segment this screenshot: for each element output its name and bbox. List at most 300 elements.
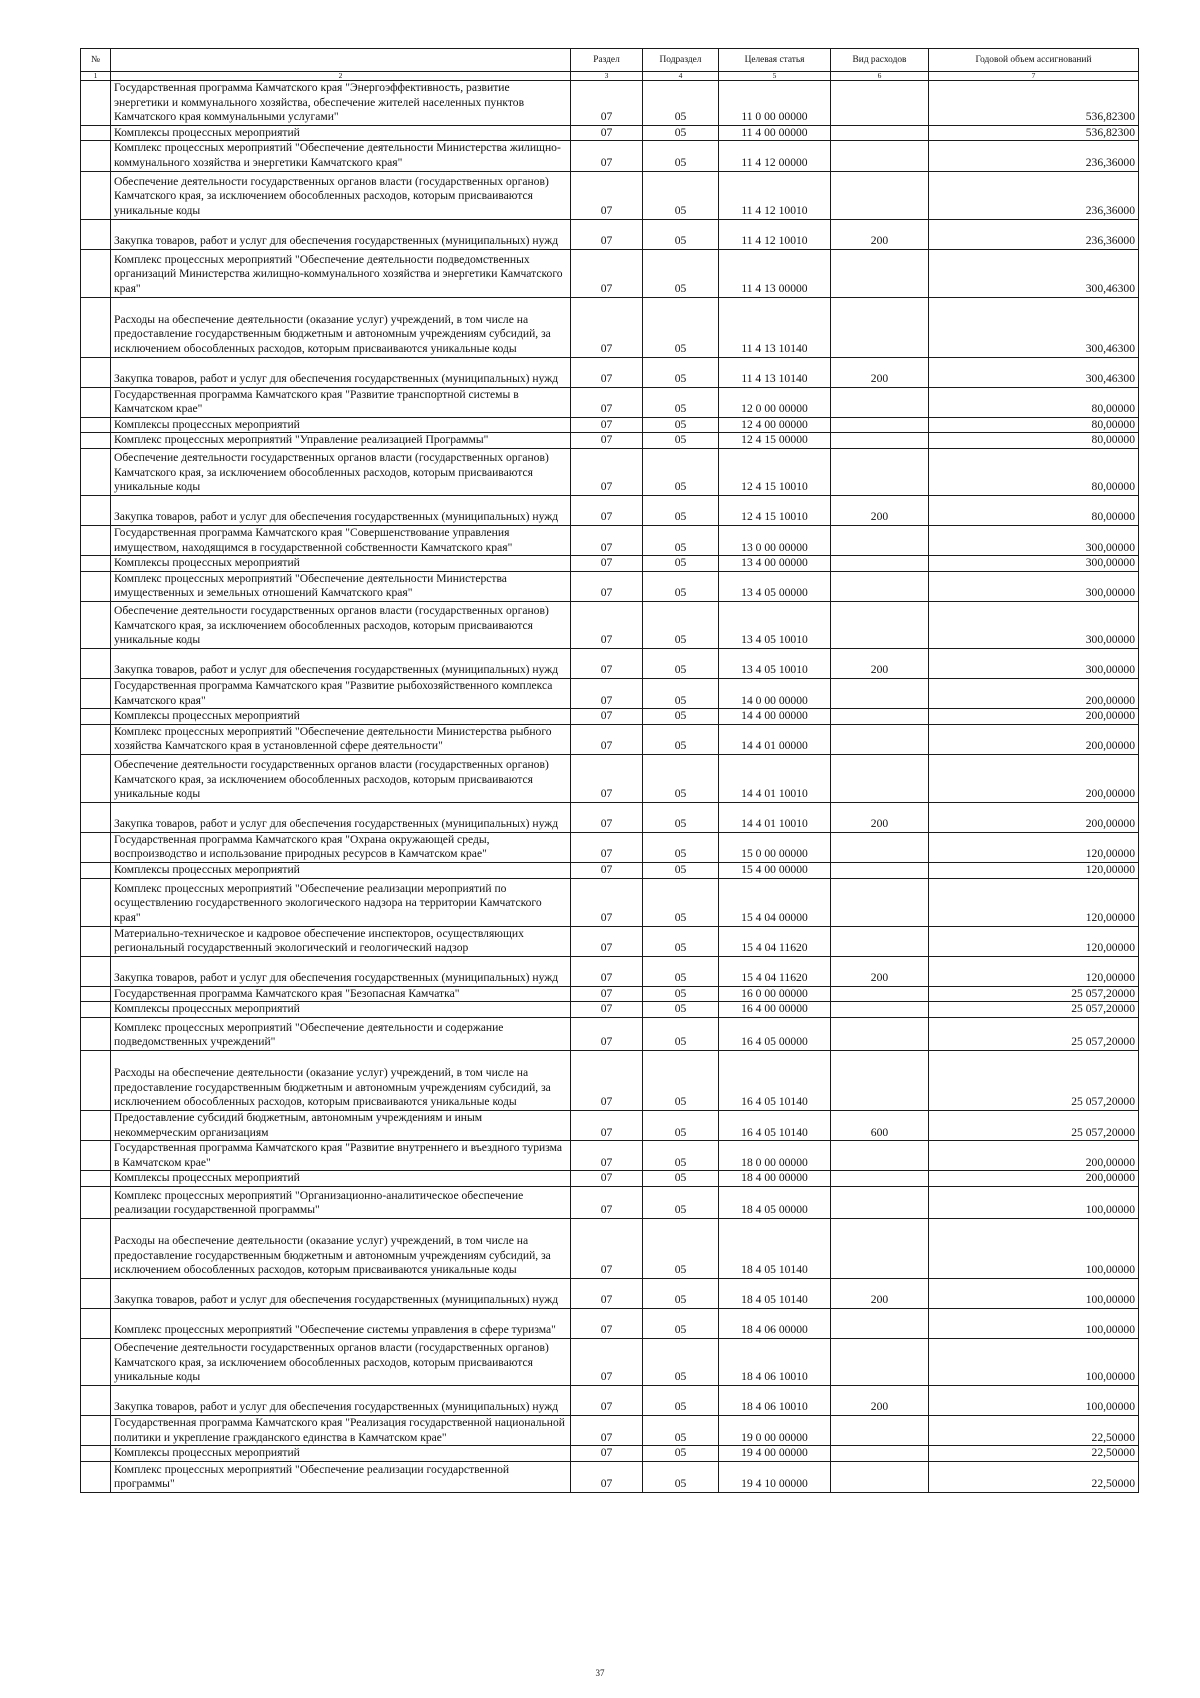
row-target-cell: 19 4 00 00000 bbox=[719, 1446, 831, 1462]
row-amount-cell: 25 057,20000 bbox=[929, 1018, 1139, 1051]
row-razdel-cell: 07 bbox=[571, 433, 643, 449]
row-amount-cell: 100,00000 bbox=[929, 1309, 1139, 1339]
table-row bbox=[81, 556, 1139, 572]
row-amount-cell: 200,00000 bbox=[929, 802, 1139, 832]
table-row bbox=[81, 297, 1139, 357]
row-name-cell: Закупка товаров, работ и услуг для обеспечения государственных (муниципальных) нужд bbox=[111, 956, 571, 986]
row-target-cell: 14 4 00 00000 bbox=[719, 709, 831, 725]
table-row bbox=[81, 495, 1139, 525]
row-target-cell: 11 4 00 00000 bbox=[719, 125, 831, 141]
row-amount-cell: 25 057,20000 bbox=[929, 1051, 1139, 1111]
row-name-cell: Государственная программа Камчатского края "Охрана окружающей среды, воспроизводство и использование природных ресурсов в Камчатском крае" bbox=[111, 832, 571, 862]
row-name-cell: Закупка товаров, работ и услуг для обеспечения государственных (муниципальных) нужд bbox=[111, 1386, 571, 1416]
row-number-cell bbox=[81, 1051, 111, 1111]
row-name-cell: Комплекс процессных мероприятий "Организационно-аналитическое обеспечение реализации государственной программы" bbox=[111, 1187, 571, 1219]
row-razdel-cell: 07 bbox=[571, 709, 643, 725]
row-target-cell: 16 4 05 10140 bbox=[719, 1111, 831, 1141]
row-number-cell bbox=[81, 754, 111, 802]
row-amount-cell: 300,46300 bbox=[929, 357, 1139, 387]
row-amount-cell: 120,00000 bbox=[929, 956, 1139, 986]
column-number: 7 bbox=[929, 72, 1139, 81]
row-razdel-cell: 07 bbox=[571, 1018, 643, 1051]
row-amount-cell: 300,00000 bbox=[929, 571, 1139, 601]
row-podrazdel-cell: 05 bbox=[643, 556, 719, 572]
row-razdel-cell: 07 bbox=[571, 525, 643, 555]
row-podrazdel-cell: 05 bbox=[643, 141, 719, 171]
row-target-cell: 18 0 00 00000 bbox=[719, 1141, 831, 1171]
col-header-amount: Годовой объем ассигнований bbox=[929, 49, 1139, 72]
row-number-cell bbox=[81, 525, 111, 555]
row-amount-cell: 80,00000 bbox=[929, 417, 1139, 433]
row-number-cell bbox=[81, 986, 111, 1002]
row-razdel-cell: 07 bbox=[571, 601, 643, 648]
row-podrazdel-cell: 05 bbox=[643, 387, 719, 417]
row-target-cell: 11 4 12 10010 bbox=[719, 171, 831, 219]
row-number-cell bbox=[81, 709, 111, 725]
row-name-cell: Расходы на обеспечение деятельности (оказание услуг) учреждений, в том числе на предоставление государственным бюджетным и автономным учреждениям субсидий, за исключением обособленных расходов, которым присваиваются уникальные коды bbox=[111, 297, 571, 357]
row-number-cell bbox=[81, 878, 111, 926]
row-target-cell: 15 4 04 11620 bbox=[719, 956, 831, 986]
col-header-target: Целевая статья bbox=[719, 49, 831, 72]
column-number: 5 bbox=[719, 72, 831, 81]
row-number-cell bbox=[81, 802, 111, 832]
row-expense-type-cell bbox=[831, 81, 929, 126]
table-row bbox=[81, 1339, 1139, 1386]
row-expense-type-cell bbox=[831, 525, 929, 555]
row-target-cell: 19 4 10 00000 bbox=[719, 1461, 831, 1492]
row-podrazdel-cell: 05 bbox=[643, 1386, 719, 1416]
table-row bbox=[81, 448, 1139, 495]
table-row bbox=[81, 357, 1139, 387]
row-podrazdel-cell: 05 bbox=[643, 1018, 719, 1051]
row-name-cell: Обеспечение деятельности государственных органов власти (государственных органов) Камчатского края, за исключением обособленных расходов, которым присваиваются уникальные коды bbox=[111, 448, 571, 495]
row-amount-cell: 22,50000 bbox=[929, 1416, 1139, 1446]
row-number-cell bbox=[81, 956, 111, 986]
row-razdel-cell: 07 bbox=[571, 219, 643, 249]
row-name-cell: Комплексы процессных мероприятий bbox=[111, 1002, 571, 1018]
row-name-cell: Государственная программа Камчатского края "Энергоэффективность, развитие энергетики и коммунального хозяйства, обеспечение жителей населенных пунктов Камчатского края коммунальными услугами" bbox=[111, 81, 571, 126]
row-razdel-cell: 07 bbox=[571, 926, 643, 956]
row-amount-cell: 22,50000 bbox=[929, 1461, 1139, 1492]
row-amount-cell: 236,36000 bbox=[929, 219, 1139, 249]
row-name-cell: Закупка товаров, работ и услуг для обеспечения государственных (муниципальных) нужд bbox=[111, 802, 571, 832]
row-name-cell: Государственная программа Камчатского края "Безопасная Камчатка" bbox=[111, 986, 571, 1002]
row-expense-type-cell bbox=[831, 709, 929, 725]
row-number-cell bbox=[81, 601, 111, 648]
row-razdel-cell: 07 bbox=[571, 1219, 643, 1279]
row-podrazdel-cell: 05 bbox=[643, 1339, 719, 1386]
row-name-cell: Комплексы процессных мероприятий bbox=[111, 709, 571, 725]
row-expense-type-cell bbox=[831, 1187, 929, 1219]
row-expense-type-cell bbox=[831, 1002, 929, 1018]
row-name-cell: Государственная программа Камчатского края "Совершенствование управления имуществом, находящимся в государственной собственности Камчатского края" bbox=[111, 525, 571, 555]
row-target-cell: 11 4 12 10010 bbox=[719, 219, 831, 249]
row-number-cell bbox=[81, 556, 111, 572]
row-amount-cell: 100,00000 bbox=[929, 1386, 1139, 1416]
row-name-cell: Комплекс процессных мероприятий "Обеспечение реализации государственной программы" bbox=[111, 1461, 571, 1492]
row-podrazdel-cell: 05 bbox=[643, 171, 719, 219]
table-row bbox=[81, 1446, 1139, 1462]
table-row bbox=[81, 802, 1139, 832]
row-name-cell: Комплекс процессных мероприятий "Обеспечение деятельности подведомственных организаций Министерства жилищно-коммунального хозяйства и энергетики Камчатского края" bbox=[111, 249, 571, 297]
row-podrazdel-cell: 05 bbox=[643, 219, 719, 249]
row-razdel-cell: 07 bbox=[571, 1187, 643, 1219]
row-target-cell: 16 0 00 00000 bbox=[719, 986, 831, 1002]
row-name-cell: Материально-техническое и кадровое обеспечение инспекторов, осуществляющих региональный государственный экологический и геологический надзор bbox=[111, 926, 571, 956]
row-name-cell: Расходы на обеспечение деятельности (оказание услуг) учреждений, в том числе на предоставление государственным бюджетным и автономным учреждениям субсидий, за исключением обособленных расходов, которым присваиваются уникальные коды bbox=[111, 1219, 571, 1279]
row-target-cell: 14 4 01 00000 bbox=[719, 724, 831, 754]
row-expense-type-cell bbox=[831, 433, 929, 449]
row-number-cell bbox=[81, 1187, 111, 1219]
table-row bbox=[81, 678, 1139, 708]
row-name-cell: Государственная программа Камчатского края "Развитие транспортной системы в Камчатском крае" bbox=[111, 387, 571, 417]
row-target-cell: 18 4 05 00000 bbox=[719, 1187, 831, 1219]
table-row bbox=[81, 986, 1139, 1002]
row-expense-type-cell bbox=[831, 601, 929, 648]
row-number-cell bbox=[81, 1309, 111, 1339]
row-razdel-cell: 07 bbox=[571, 141, 643, 171]
row-expense-type-cell bbox=[831, 1446, 929, 1462]
table-row bbox=[81, 171, 1139, 219]
row-expense-type-cell bbox=[831, 724, 929, 754]
row-razdel-cell: 07 bbox=[571, 1279, 643, 1309]
row-podrazdel-cell: 05 bbox=[643, 956, 719, 986]
row-razdel-cell: 07 bbox=[571, 297, 643, 357]
row-amount-cell: 200,00000 bbox=[929, 1141, 1139, 1171]
row-amount-cell: 100,00000 bbox=[929, 1279, 1139, 1309]
table-row bbox=[81, 709, 1139, 725]
row-target-cell: 18 4 05 10140 bbox=[719, 1219, 831, 1279]
row-razdel-cell: 07 bbox=[571, 956, 643, 986]
row-expense-type-cell bbox=[831, 448, 929, 495]
row-razdel-cell: 07 bbox=[571, 1002, 643, 1018]
row-number-cell bbox=[81, 678, 111, 708]
row-amount-cell: 100,00000 bbox=[929, 1187, 1139, 1219]
row-number-cell bbox=[81, 1171, 111, 1187]
row-expense-type-cell bbox=[831, 1141, 929, 1171]
row-target-cell: 12 4 15 10010 bbox=[719, 495, 831, 525]
row-razdel-cell: 07 bbox=[571, 863, 643, 879]
row-podrazdel-cell: 05 bbox=[643, 1171, 719, 1187]
row-podrazdel-cell: 05 bbox=[643, 1111, 719, 1141]
table-row bbox=[81, 125, 1139, 141]
row-number-cell bbox=[81, 1386, 111, 1416]
row-target-cell: 12 4 15 10010 bbox=[719, 448, 831, 495]
row-amount-cell: 200,00000 bbox=[929, 754, 1139, 802]
row-amount-cell: 300,00000 bbox=[929, 556, 1139, 572]
row-expense-type-cell bbox=[831, 297, 929, 357]
row-amount-cell: 25 057,20000 bbox=[929, 1002, 1139, 1018]
column-number: 2 bbox=[111, 72, 571, 81]
table-row bbox=[81, 1171, 1139, 1187]
column-number-row bbox=[81, 72, 1139, 81]
row-expense-type-cell bbox=[831, 1171, 929, 1187]
budget-table bbox=[80, 48, 1139, 1493]
row-expense-type-cell: 200 bbox=[831, 495, 929, 525]
row-name-cell: Комплексы процессных мероприятий bbox=[111, 125, 571, 141]
row-name-cell: Государственная программа Камчатского края "Реализация государственной национальной политики и укрепление гражданского единства в Камчатском крае" bbox=[111, 1416, 571, 1446]
row-amount-cell: 80,00000 bbox=[929, 433, 1139, 449]
row-razdel-cell: 07 bbox=[571, 495, 643, 525]
row-target-cell: 15 4 00 00000 bbox=[719, 863, 831, 879]
row-podrazdel-cell: 05 bbox=[643, 802, 719, 832]
table-row bbox=[81, 219, 1139, 249]
table-row bbox=[81, 754, 1139, 802]
row-number-cell bbox=[81, 1018, 111, 1051]
table-row bbox=[81, 81, 1139, 126]
row-target-cell: 13 0 00 00000 bbox=[719, 525, 831, 555]
table-row bbox=[81, 648, 1139, 678]
row-amount-cell: 200,00000 bbox=[929, 724, 1139, 754]
column-number: 6 bbox=[831, 72, 929, 81]
row-razdel-cell: 07 bbox=[571, 125, 643, 141]
table-row bbox=[81, 601, 1139, 648]
row-razdel-cell: 07 bbox=[571, 724, 643, 754]
row-target-cell: 12 0 00 00000 bbox=[719, 387, 831, 417]
row-podrazdel-cell: 05 bbox=[643, 926, 719, 956]
row-razdel-cell: 07 bbox=[571, 678, 643, 708]
row-number-cell bbox=[81, 1111, 111, 1141]
column-number: 1 bbox=[81, 72, 111, 81]
row-number-cell bbox=[81, 417, 111, 433]
row-name-cell: Комплексы процессных мероприятий bbox=[111, 863, 571, 879]
row-podrazdel-cell: 05 bbox=[643, 878, 719, 926]
row-amount-cell: 536,82300 bbox=[929, 81, 1139, 126]
table-row bbox=[81, 863, 1139, 879]
row-podrazdel-cell: 05 bbox=[643, 1051, 719, 1111]
row-target-cell: 14 4 01 10010 bbox=[719, 754, 831, 802]
table-row bbox=[81, 1309, 1139, 1339]
row-target-cell: 16 4 05 00000 bbox=[719, 1018, 831, 1051]
table-row bbox=[81, 724, 1139, 754]
row-razdel-cell: 07 bbox=[571, 832, 643, 862]
row-target-cell: 15 4 04 11620 bbox=[719, 926, 831, 956]
row-number-cell bbox=[81, 357, 111, 387]
row-target-cell: 13 4 05 10010 bbox=[719, 648, 831, 678]
row-amount-cell: 120,00000 bbox=[929, 863, 1139, 879]
row-name-cell: Комплекс процессных мероприятий "Обеспечение деятельности Министерства имущественных и земельных отношений Камчатского края" bbox=[111, 571, 571, 601]
row-podrazdel-cell: 05 bbox=[643, 832, 719, 862]
row-podrazdel-cell: 05 bbox=[643, 754, 719, 802]
row-razdel-cell: 07 bbox=[571, 387, 643, 417]
row-expense-type-cell bbox=[831, 571, 929, 601]
row-name-cell: Закупка товаров, работ и услуг для обеспечения государственных (муниципальных) нужд bbox=[111, 1279, 571, 1309]
row-podrazdel-cell: 05 bbox=[643, 1002, 719, 1018]
table-row bbox=[81, 1219, 1139, 1279]
row-expense-type-cell: 200 bbox=[831, 219, 929, 249]
row-expense-type-cell: 200 bbox=[831, 1279, 929, 1309]
row-expense-type-cell bbox=[831, 832, 929, 862]
row-amount-cell: 120,00000 bbox=[929, 926, 1139, 956]
row-target-cell: 12 4 00 00000 bbox=[719, 417, 831, 433]
row-name-cell: Расходы на обеспечение деятельности (оказание услуг) учреждений, в том числе на предоставление государственным бюджетным и автономным учреждениям субсидий, за исключением обособленных расходов, которым присваиваются уникальные коды bbox=[111, 1051, 571, 1111]
row-target-cell: 16 4 05 10140 bbox=[719, 1051, 831, 1111]
row-razdel-cell: 07 bbox=[571, 1416, 643, 1446]
row-podrazdel-cell: 05 bbox=[643, 1446, 719, 1462]
table-row bbox=[81, 1051, 1139, 1111]
row-podrazdel-cell: 05 bbox=[643, 357, 719, 387]
row-podrazdel-cell: 05 bbox=[643, 1461, 719, 1492]
row-expense-type-cell bbox=[831, 387, 929, 417]
col-header-number: № bbox=[81, 49, 111, 72]
row-target-cell: 11 4 13 10140 bbox=[719, 297, 831, 357]
row-expense-type-cell bbox=[831, 1018, 929, 1051]
row-name-cell: Обеспечение деятельности государственных органов власти (государственных органов) Камчатского края, за исключением обособленных расходов, которым присваиваются уникальные коды bbox=[111, 1339, 571, 1386]
row-podrazdel-cell: 05 bbox=[643, 709, 719, 725]
row-target-cell: 12 4 15 00000 bbox=[719, 433, 831, 449]
table-row bbox=[81, 1386, 1139, 1416]
row-razdel-cell: 07 bbox=[571, 802, 643, 832]
row-amount-cell: 300,00000 bbox=[929, 601, 1139, 648]
row-number-cell bbox=[81, 926, 111, 956]
row-amount-cell: 236,36000 bbox=[929, 171, 1139, 219]
row-number-cell bbox=[81, 1279, 111, 1309]
row-podrazdel-cell: 05 bbox=[643, 525, 719, 555]
row-podrazdel-cell: 05 bbox=[643, 417, 719, 433]
row-podrazdel-cell: 05 bbox=[643, 448, 719, 495]
row-podrazdel-cell: 05 bbox=[643, 863, 719, 879]
row-expense-type-cell bbox=[831, 878, 929, 926]
table-row bbox=[81, 878, 1139, 926]
row-expense-type-cell: 200 bbox=[831, 648, 929, 678]
row-name-cell: Закупка товаров, работ и услуг для обеспечения государственных (муниципальных) нужд bbox=[111, 357, 571, 387]
row-razdel-cell: 07 bbox=[571, 357, 643, 387]
row-number-cell bbox=[81, 1339, 111, 1386]
row-number-cell bbox=[81, 863, 111, 879]
row-expense-type-cell bbox=[831, 556, 929, 572]
row-expense-type-cell bbox=[831, 1339, 929, 1386]
budget-document bbox=[80, 48, 1138, 1493]
row-expense-type-cell bbox=[831, 678, 929, 708]
row-target-cell: 11 0 00 00000 bbox=[719, 81, 831, 126]
row-number-cell bbox=[81, 81, 111, 126]
table-body bbox=[81, 81, 1139, 1493]
row-target-cell: 11 4 12 00000 bbox=[719, 141, 831, 171]
table-row bbox=[81, 433, 1139, 449]
row-name-cell: Закупка товаров, работ и услуг для обеспечения государственных (муниципальных) нужд bbox=[111, 219, 571, 249]
row-razdel-cell: 07 bbox=[571, 1171, 643, 1187]
row-amount-cell: 200,00000 bbox=[929, 709, 1139, 725]
row-name-cell: Комплекс процессных мероприятий "Обеспечение системы управления в сфере туризма" bbox=[111, 1309, 571, 1339]
row-amount-cell: 300,46300 bbox=[929, 249, 1139, 297]
row-expense-type-cell bbox=[831, 249, 929, 297]
row-expense-type-cell bbox=[831, 1309, 929, 1339]
row-expense-type-cell: 200 bbox=[831, 956, 929, 986]
header-row bbox=[81, 49, 1139, 72]
row-number-cell bbox=[81, 448, 111, 495]
table-row bbox=[81, 1018, 1139, 1051]
row-number-cell bbox=[81, 1002, 111, 1018]
row-target-cell: 15 0 00 00000 bbox=[719, 832, 831, 862]
row-razdel-cell: 07 bbox=[571, 556, 643, 572]
row-amount-cell: 80,00000 bbox=[929, 448, 1139, 495]
row-podrazdel-cell: 05 bbox=[643, 678, 719, 708]
row-podrazdel-cell: 05 bbox=[643, 1279, 719, 1309]
row-number-cell bbox=[81, 1219, 111, 1279]
row-target-cell: 11 4 13 00000 bbox=[719, 249, 831, 297]
row-podrazdel-cell: 05 bbox=[643, 81, 719, 126]
row-podrazdel-cell: 05 bbox=[643, 1219, 719, 1279]
row-number-cell bbox=[81, 125, 111, 141]
row-amount-cell: 200,00000 bbox=[929, 678, 1139, 708]
row-amount-cell: 25 057,20000 bbox=[929, 1111, 1139, 1141]
row-name-cell: Государственная программа Камчатского края "Развитие рыбохозяйственного комплекса Камчатского края" bbox=[111, 678, 571, 708]
row-target-cell: 18 4 06 10010 bbox=[719, 1386, 831, 1416]
row-razdel-cell: 07 bbox=[571, 1111, 643, 1141]
row-name-cell: Закупка товаров, работ и услуг для обеспечения государственных (муниципальных) нужд bbox=[111, 648, 571, 678]
row-amount-cell: 100,00000 bbox=[929, 1219, 1139, 1279]
row-expense-type-cell: 200 bbox=[831, 357, 929, 387]
row-name-cell: Обеспечение деятельности государственных органов власти (государственных органов) Камчатского края, за исключением обособленных расходов, которым присваиваются уникальные коды bbox=[111, 601, 571, 648]
table-row bbox=[81, 141, 1139, 171]
row-amount-cell: 300,46300 bbox=[929, 297, 1139, 357]
table-row bbox=[81, 832, 1139, 862]
row-podrazdel-cell: 05 bbox=[643, 601, 719, 648]
table-row bbox=[81, 1461, 1139, 1492]
row-expense-type-cell: 200 bbox=[831, 1386, 929, 1416]
row-target-cell: 19 0 00 00000 bbox=[719, 1416, 831, 1446]
row-target-cell: 15 4 04 00000 bbox=[719, 878, 831, 926]
table-row bbox=[81, 571, 1139, 601]
row-expense-type-cell bbox=[831, 1219, 929, 1279]
row-name-cell: Обеспечение деятельности государственных органов власти (государственных органов) Камчатского края, за исключением обособленных расходов, которым присваиваются уникальные коды bbox=[111, 754, 571, 802]
page-number: 37 bbox=[595, 1668, 605, 1678]
row-amount-cell: 200,00000 bbox=[929, 1171, 1139, 1187]
row-name-cell: Комплекс процессных мероприятий "Обеспечение деятельности Министерства рыбного хозяйства Камчатского края в установленной сфере деятельности" bbox=[111, 724, 571, 754]
row-amount-cell: 22,50000 bbox=[929, 1446, 1139, 1462]
row-expense-type-cell bbox=[831, 125, 929, 141]
row-expense-type-cell bbox=[831, 417, 929, 433]
row-target-cell: 13 4 05 10010 bbox=[719, 601, 831, 648]
row-razdel-cell: 07 bbox=[571, 1339, 643, 1386]
row-razdel-cell: 07 bbox=[571, 249, 643, 297]
row-expense-type-cell bbox=[831, 141, 929, 171]
row-razdel-cell: 07 bbox=[571, 1386, 643, 1416]
row-number-cell bbox=[81, 648, 111, 678]
column-number: 3 bbox=[571, 72, 643, 81]
row-number-cell bbox=[81, 387, 111, 417]
row-razdel-cell: 07 bbox=[571, 754, 643, 802]
table-row bbox=[81, 1111, 1139, 1141]
row-target-cell: 18 4 05 10140 bbox=[719, 1279, 831, 1309]
col-header-expense-type: Вид расходов bbox=[831, 49, 929, 72]
row-name-cell: Комплекс процессных мероприятий "Обеспечение деятельности и содержание подведомственных учреждений" bbox=[111, 1018, 571, 1051]
column-number: 4 bbox=[643, 72, 719, 81]
row-expense-type-cell bbox=[831, 1051, 929, 1111]
col-header-razdel: Раздел bbox=[571, 49, 643, 72]
row-expense-type-cell bbox=[831, 171, 929, 219]
row-razdel-cell: 07 bbox=[571, 171, 643, 219]
row-name-cell: Комплекс процессных мероприятий "Управление реализацией Программы" bbox=[111, 433, 571, 449]
row-podrazdel-cell: 05 bbox=[643, 1141, 719, 1171]
row-number-cell bbox=[81, 1461, 111, 1492]
row-podrazdel-cell: 05 bbox=[643, 1187, 719, 1219]
row-podrazdel-cell: 05 bbox=[643, 433, 719, 449]
row-expense-type-cell bbox=[831, 1416, 929, 1446]
row-expense-type-cell bbox=[831, 926, 929, 956]
row-razdel-cell: 07 bbox=[571, 1309, 643, 1339]
row-target-cell: 13 4 00 00000 bbox=[719, 556, 831, 572]
row-razdel-cell: 07 bbox=[571, 448, 643, 495]
table-row bbox=[81, 417, 1139, 433]
row-razdel-cell: 07 bbox=[571, 81, 643, 126]
row-razdel-cell: 07 bbox=[571, 1051, 643, 1111]
row-name-cell: Комплексы процессных мероприятий bbox=[111, 556, 571, 572]
row-expense-type-cell: 600 bbox=[831, 1111, 929, 1141]
row-podrazdel-cell: 05 bbox=[643, 1309, 719, 1339]
row-razdel-cell: 07 bbox=[571, 986, 643, 1002]
table-row bbox=[81, 956, 1139, 986]
